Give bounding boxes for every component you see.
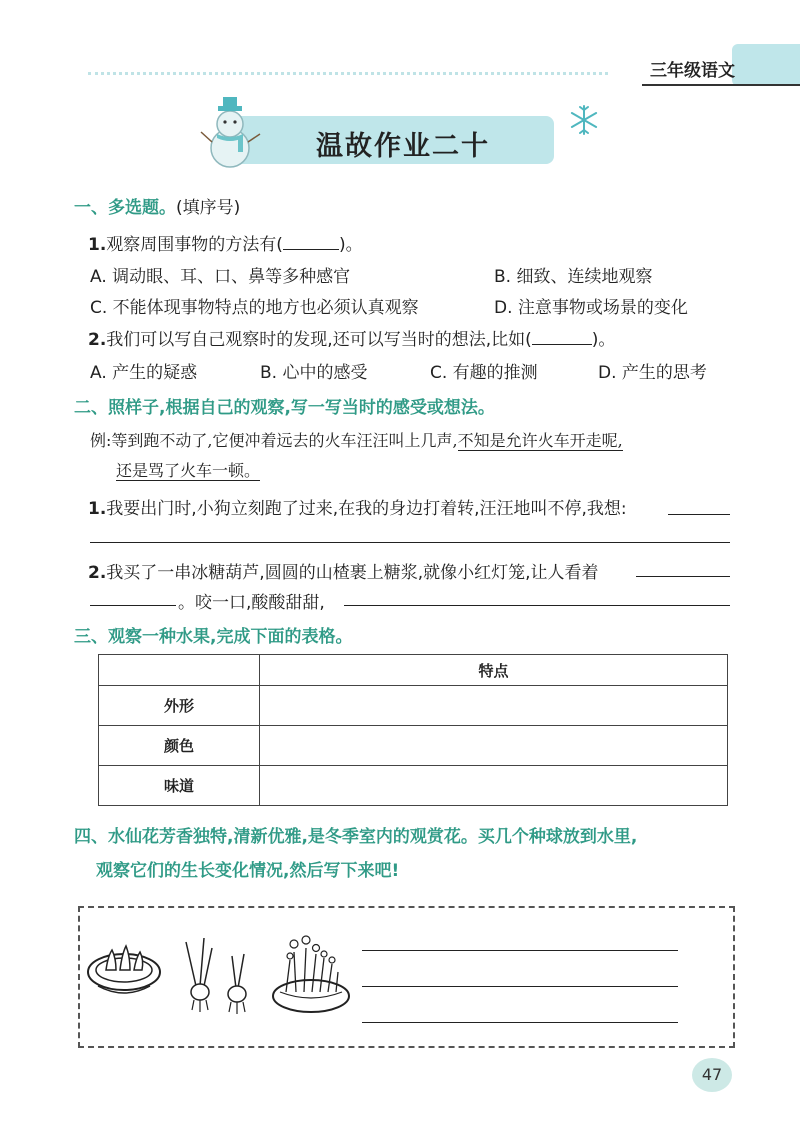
- section3-heading: 三、观察一种水果,完成下面的表格。: [74, 627, 353, 647]
- section2-q2: [88, 558, 599, 583]
- option-b: B. 心中的感受: [260, 363, 368, 383]
- table-column-header: 特点: [260, 655, 728, 686]
- example-underlined-text: 不知是允许火车开走呢,: [457, 431, 623, 450]
- grade-tab: [612, 44, 800, 86]
- answer-cell[interactable]: [260, 766, 728, 806]
- answer-line[interactable]: [668, 514, 730, 515]
- question-number: 2.: [88, 330, 107, 350]
- example-text: 例:等到跑不动了,它便冲着远去的火车汪汪叫上几声,: [90, 431, 458, 450]
- sprouting-bulbs-icon: [176, 936, 256, 1016]
- option-b: B. 细致、连续地观察: [494, 267, 653, 287]
- section2-q1: [88, 494, 627, 519]
- blooming-daffodils-icon: [266, 932, 356, 1016]
- section4-heading-line-1: 四、水仙花芳香独特,清新优雅,是冬季室内的观赏花。买几个种球放到水里,: [74, 827, 638, 847]
- grade-label: 三年级语文: [650, 61, 735, 81]
- question-text: 我要出门时,小狗立刻跑了过来,在我的身边打着转,汪汪地叫不停,我想:: [106, 499, 627, 519]
- option-c: C. 不能体现事物特点的地方也必须认真观察: [90, 298, 419, 318]
- question-text: 我们可以写自己观察时的发现,还可以写当时的想法,比如(: [106, 330, 532, 350]
- option-a: A. 调动眼、耳、口、鼻等多种感官: [90, 267, 351, 287]
- page-number: 47: [692, 1058, 732, 1092]
- question-close: )。: [591, 330, 616, 350]
- section2-heading: 二、照样子,根据自己的观察,写一写当时的感受或想法。: [74, 398, 495, 418]
- snowman-icon: [198, 96, 262, 170]
- question-text: 我买了一串冰糖葫芦,圆圆的山楂裹上糖浆,就像小红灯笼,让人看着: [106, 563, 599, 583]
- row-label: 外形: [99, 686, 260, 726]
- example-underlined-text: 还是骂了火车一顿。: [116, 461, 261, 480]
- question-number: 1.: [88, 235, 107, 255]
- answer-line[interactable]: [362, 986, 678, 987]
- section4-heading-line-2: 观察它们的生长变化情况,然后写下来吧!: [96, 861, 400, 881]
- question-close: )。: [338, 235, 363, 255]
- option-a: A. 产生的疑惑: [90, 363, 198, 383]
- table-row: [99, 686, 728, 726]
- row-label: 颜色: [99, 726, 260, 766]
- section1-heading-text: 一、多选题。: [74, 198, 176, 218]
- example-line-1: [90, 428, 623, 451]
- answer-blank[interactable]: [532, 344, 592, 345]
- answer-cell[interactable]: [260, 686, 728, 726]
- header-dotted-rule: [88, 72, 608, 75]
- page-title: 温故作业二十: [316, 131, 490, 162]
- answer-line[interactable]: [636, 576, 730, 577]
- answer-line[interactable]: [90, 542, 730, 543]
- option-d: D. 产生的思考: [598, 363, 707, 383]
- answer-line[interactable]: [362, 1022, 678, 1023]
- section1-subheading: (填序号): [176, 198, 241, 218]
- row-label: 味道: [99, 766, 260, 806]
- question-number: 2.: [88, 563, 107, 583]
- answer-line[interactable]: [362, 950, 678, 951]
- grade-tab-underline: [642, 84, 800, 86]
- example-line-2: [116, 458, 260, 481]
- answer-blank[interactable]: [283, 249, 339, 250]
- answer-cell[interactable]: [260, 726, 728, 766]
- fruit-observation-table: [98, 654, 728, 806]
- section1-q1: [88, 230, 363, 255]
- table-corner-cell: [99, 655, 260, 686]
- section2-q2-continuation: 。咬一口,酸酸甜甜,: [178, 593, 325, 613]
- table-row: [99, 766, 728, 806]
- question-text: 观察周围事物的方法有(: [106, 235, 283, 255]
- table-header-row: [99, 655, 728, 686]
- option-d: D. 注意事物或场景的变化: [494, 298, 688, 318]
- snowflake-icon: [568, 104, 600, 136]
- answer-line[interactable]: [90, 605, 176, 606]
- table-row: [99, 726, 728, 766]
- section1-q2: [88, 325, 615, 350]
- answer-line[interactable]: [344, 605, 730, 606]
- section1-heading: [74, 193, 240, 218]
- option-c: C. 有趣的推测: [430, 363, 538, 383]
- grade-tab-background: [732, 44, 800, 86]
- question-number: 1.: [88, 499, 107, 519]
- bulbs-in-bowl-icon: [84, 936, 164, 1004]
